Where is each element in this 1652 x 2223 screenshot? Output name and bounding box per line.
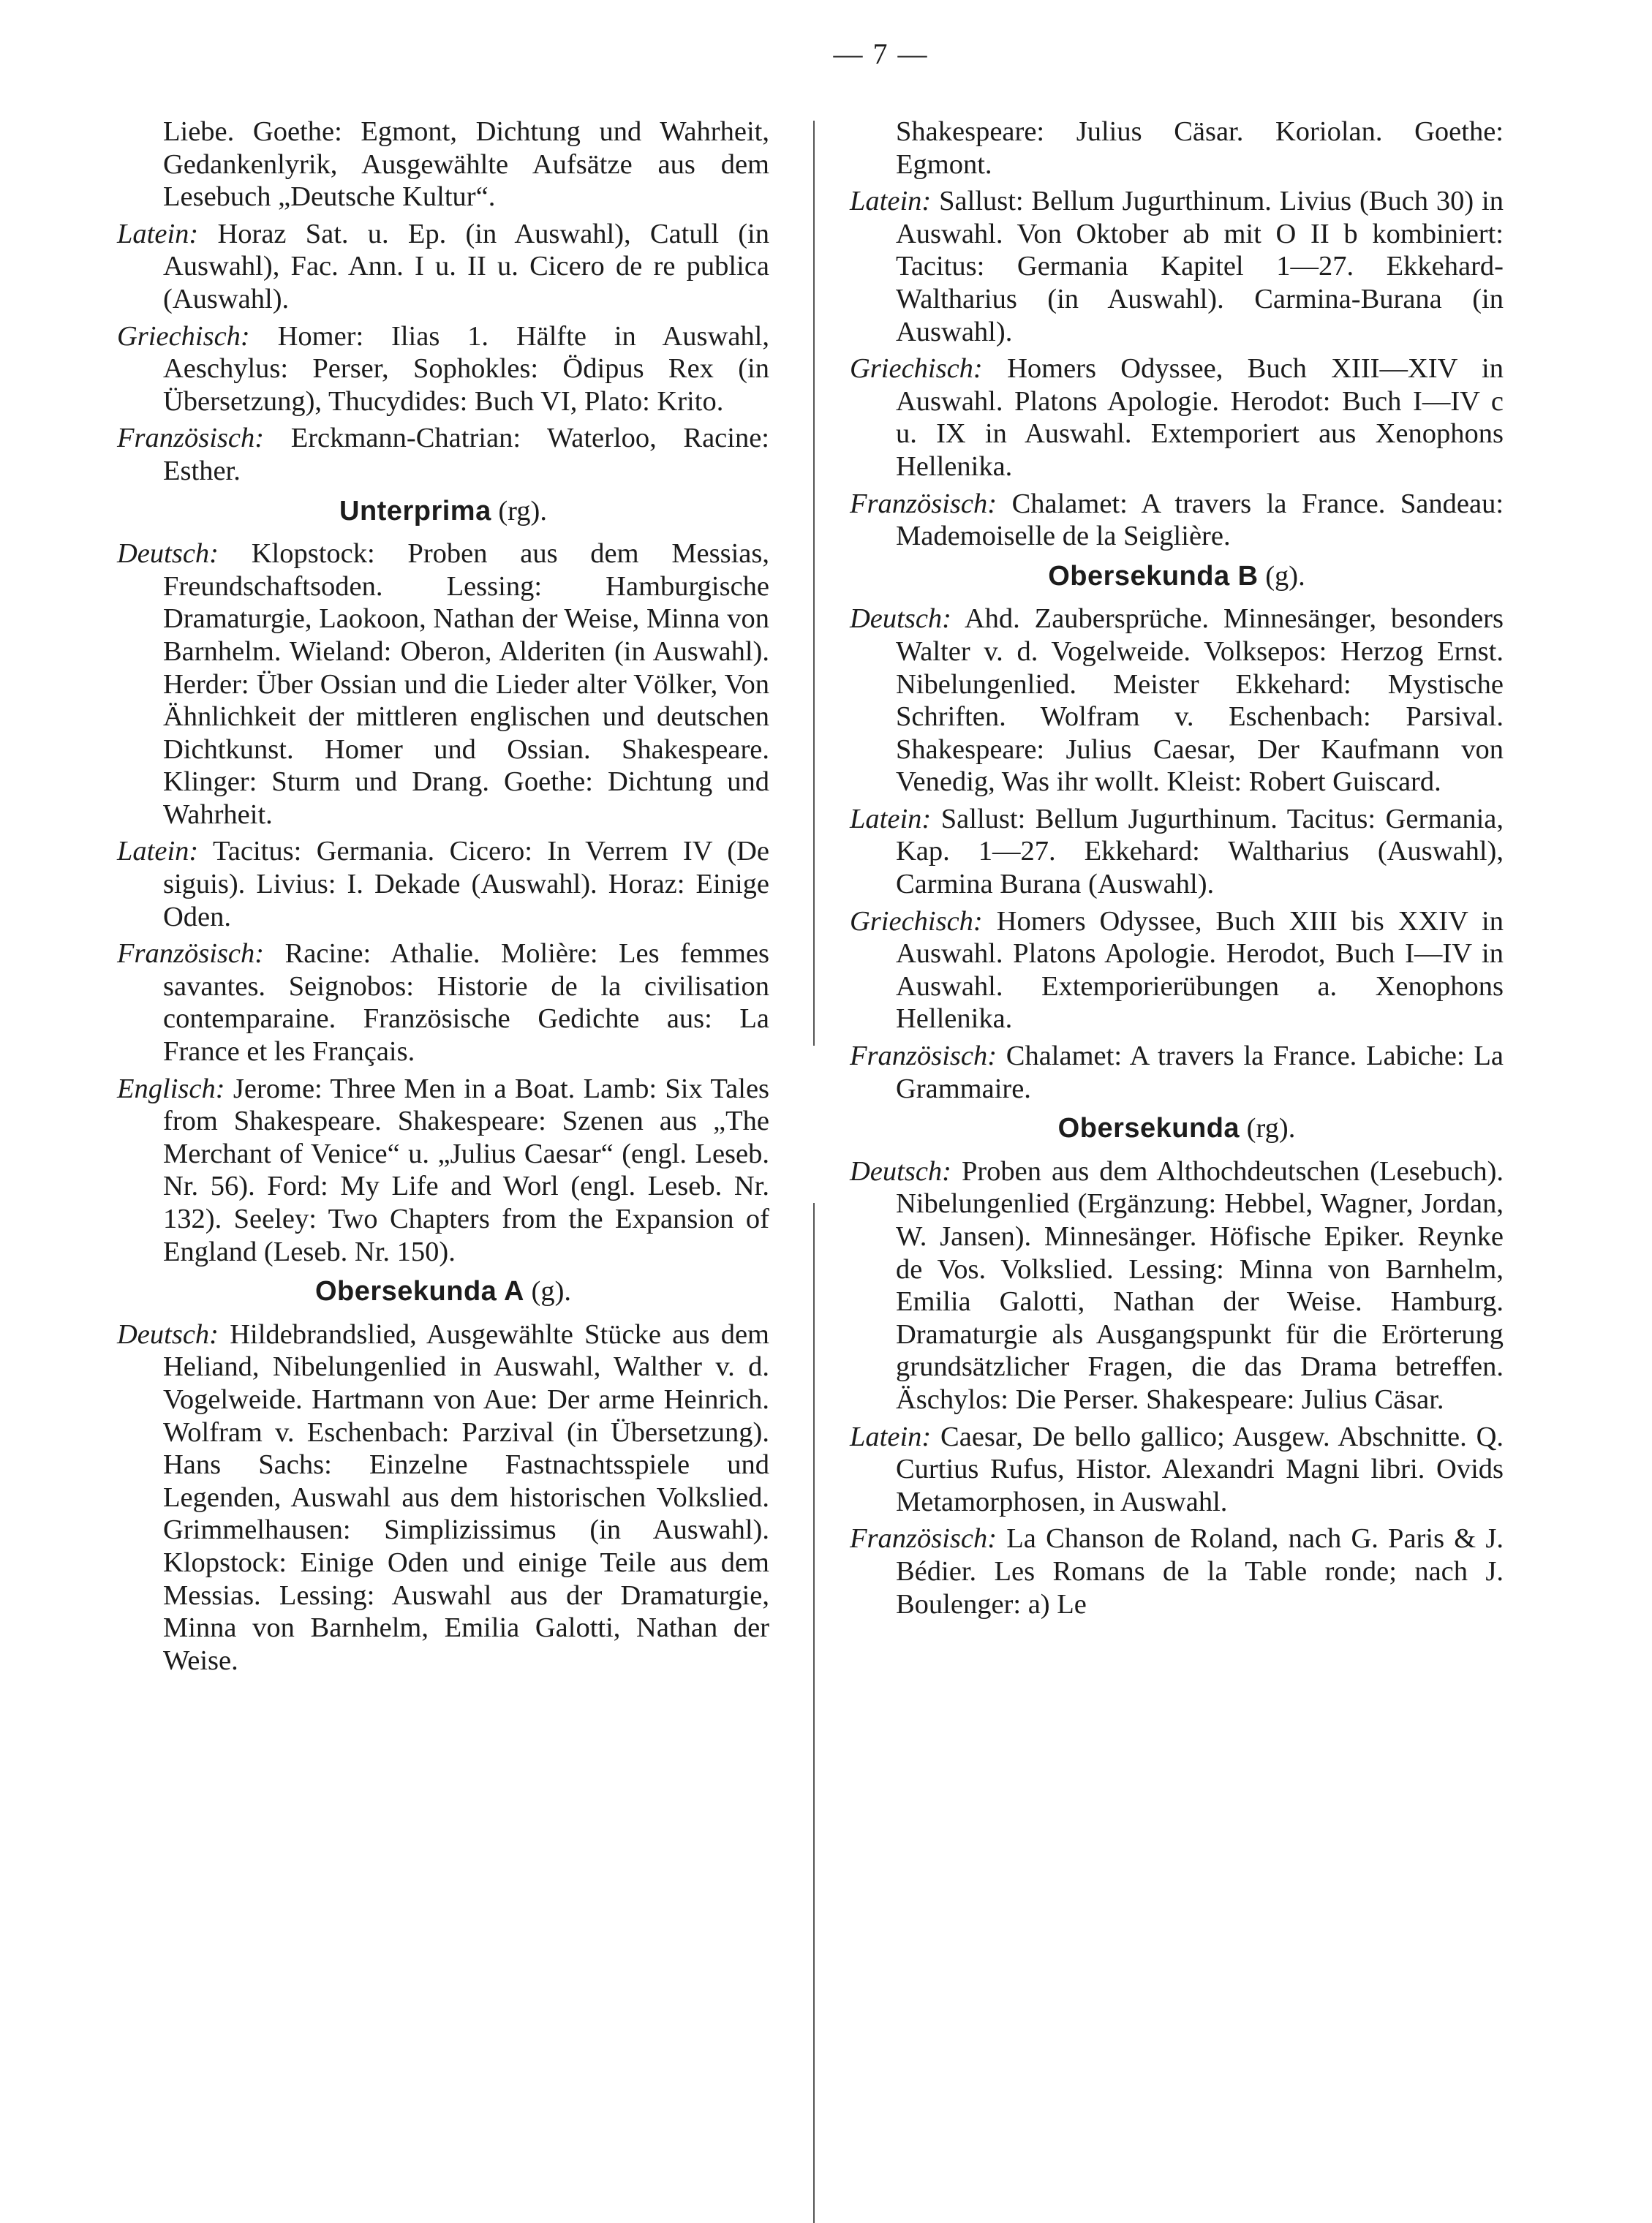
entry-text: Homers Odyssee, Buch XIII—XIV in Auswahl. Platons Apologie. Herodot: Buch I—IV c u. IX in Auswahl. Extemporiert aus Xenophons Hellenika. xyxy=(896,353,1504,482)
entry-text: Horaz Sat. u. Ep. (in Auswahl), Catull (in Auswahl), Fac. Ann. I u. II u. Cicero de re publica (Auswahl). xyxy=(163,218,770,314)
entry-franzoesisch xyxy=(850,488,1504,553)
section-title: Obersekunda xyxy=(1057,1113,1240,1144)
entry-text: Homers Odyssee, Buch XIII bis XXIV in Auswahl. Platons Apologie. Herodot, Buch I—IV in Auswahl. Extemporierübungen a. Xenophons Hellenika. xyxy=(896,905,1504,1035)
subject-label: Latein: xyxy=(117,836,199,867)
subject-label: Französisch: xyxy=(117,938,265,970)
entry-franzoesisch xyxy=(117,937,769,1068)
page-number: — 7 — xyxy=(833,37,929,70)
subject-label: Latein: xyxy=(850,803,932,834)
subject-label: Französisch: xyxy=(850,1041,997,1072)
section-heading-obersekunda xyxy=(850,1112,1504,1145)
subject-label: Latein: xyxy=(850,186,932,217)
section-title: Obersekunda B xyxy=(1048,560,1259,592)
entry-latein xyxy=(850,1421,1504,1519)
section-title: Obersekunda A xyxy=(314,1276,524,1307)
entry-text: Homer: Ilias 1. Hälfte in Auswahl, Aeschylus: Perser, Sophokles: Ödipus Rex (in Übersetzung), Thucydides: Buch VI, Plato: Krito. xyxy=(163,320,769,417)
entry-latein xyxy=(850,185,1504,348)
subject-label: Latein: xyxy=(117,218,199,249)
section-title: Unterprima xyxy=(339,495,491,526)
subject-label: Französisch: xyxy=(850,488,997,519)
entry-text: Klopstock: Proben aus dem Messias, Freundschaftsoden. Lessing: Hamburgische Dramaturgie, Laokoon, Nathan der Weise, Minna von Barnhelm. Wieland: Oberon, Alderiten (in Auswahl). Herder: Über Ossian und die Lieder alter Völker, Von Ähnlichkeit der mittleren englischen und deutschen Dichtkunst. Homer und Ossian. Shakespeare. Klinger: Sturm und Drang. Goethe: Dichtung und Wahrheit. xyxy=(163,538,770,830)
section-note: (g). xyxy=(531,1276,572,1307)
section-note: (rg). xyxy=(498,495,547,526)
subject-label: Deutsch: xyxy=(117,1318,219,1350)
entry-continuation: Liebe. Goethe: Egmont, Dichtung und Wahrheit, Gedankenlyrik, Ausgewählte Aufsätze aus dem Lesebuch „Deutsche Kultur“. xyxy=(163,116,769,213)
entry-text: Proben aus dem Althochdeutschen (Lesebuch). Nibelungenlied (Ergänzung: Hebbel, Wagner, Jordan, W. Jansen). Minnesänger. Höfische Epiker. Reynke de Vos. Volkslied. Lessing: Minna von Barnhelm, Emilia Galotti, Nathan der Weise. Hamburg. Dramaturgie als Ausgangspunkt für die Erörterung grundsätzlicher Fragen, die das Drama betreffen. Äschylos: Die Perser. Shakespeare: Julius Cäsar. xyxy=(896,1155,1504,1415)
entry-text: Sallust: Bellum Jugurthinum. Livius (Buch 30) in Auswahl. Von Oktober ab mit O II b kombiniert: Tacitus: Germania Kapitel 1—27. Ekkehard-Waltharius (in Auswahl). Carmina-Burana (in Auswahl). xyxy=(896,186,1504,347)
entry-text: Chalamet: A travers la France. Sandeau: Mademoiselle de la Seiglière. xyxy=(896,488,1504,552)
entry-text: La Chanson de Roland, nach G. Paris & J. Bédier. Les Romans de la Table ronde; nach J. Boulenger: a) Le xyxy=(896,1523,1504,1620)
subject-label: Englisch: xyxy=(117,1073,225,1104)
section-note: (g). xyxy=(1265,560,1305,592)
entry-latein xyxy=(117,835,769,933)
entry-text: Jerome: Three Men in a Boat. Lamb: Six Tales from Shakespeare. Shakespeare: Szenen aus „The Merchant of Venice“ u. „Julius Caesar“ (engl. Leseb. Nr. 56). Ford: My Life and Worl (engl. Leseb. Nr. 132). Seeley: Two Chapters from the Expansion of England (Leseb. Nr. 150). xyxy=(163,1073,770,1267)
entry-text: Hildebrandslied, Ausgewählte Stücke aus dem Heliand, Nibelungenlied in Auswahl, Walther v. d. Vogelweide. Hartmann von Aue: Der arme Heinrich. Wolfram v. Eschenbach: Parzival (in Übersetzung). Hans Sachs: Einzelne Fastnachtsspiele und Legenden, Auswahl aus dem historischen Volkslied. Grimmelhausen: Simplizissimus (in Auswahl). Klopstock: Einige Oden und einige Teile aus dem Messias. Lessing: Auswahl aus der Dramaturgie, Minna von Barnhelm, Emilia Galotti, Nathan der Weise. xyxy=(163,1318,770,1676)
subject-label: Französisch: xyxy=(117,423,265,454)
column-divider-upper xyxy=(813,121,815,1046)
entry-englisch xyxy=(117,1073,769,1269)
entry-griechisch xyxy=(850,905,1504,1035)
subject-label: Deutsch: xyxy=(850,603,951,635)
column-divider-lower xyxy=(813,1203,815,2223)
entry-continuation: Shakespeare: Julius Cäsar. Koriolan. Goethe: Egmont. xyxy=(896,116,1504,180)
subject-label: Deutsch: xyxy=(850,1155,951,1187)
entry-franzoesisch xyxy=(850,1522,1504,1620)
entry-deutsch xyxy=(850,1155,1504,1416)
entry-latein xyxy=(850,803,1504,901)
entry-deutsch xyxy=(117,1318,769,1677)
subject-label: Latein: xyxy=(850,1421,932,1452)
entry-text: Caesar, De bello gallico; Ausgew. Abschnitte. Q. Curtius Rufus, Histor. Alexandri Magni libri. Ovids Metamorphosen, in Auswahl. xyxy=(896,1421,1504,1517)
entry-griechisch xyxy=(117,320,769,418)
entry-griechisch xyxy=(850,352,1504,483)
entry-text: Tacitus: Germania. Cicero: In Verrem IV (De siguis). Livius: I. Dekade (Auswahl). Horaz: Einige Oden. xyxy=(163,836,769,932)
section-note: (rg). xyxy=(1246,1113,1296,1144)
right-column xyxy=(850,116,1504,1625)
subject-label: Griechisch: xyxy=(117,320,250,352)
subject-label: Griechisch: xyxy=(850,905,983,937)
entry-text: Sallust: Bellum Jugurthinum. Tacitus: Germania, Kap. 1—27. Ekkehard: Waltharius (Auswahl), Carmina Burana (Auswahl). xyxy=(896,803,1504,900)
section-heading-obersekunda-b xyxy=(850,560,1504,593)
subject-label: Griechisch: xyxy=(850,353,983,385)
section-heading-obersekunda-a xyxy=(117,1275,769,1308)
entry-franzoesisch xyxy=(117,422,769,487)
subject-label: Deutsch: xyxy=(117,538,219,570)
entry-deutsch xyxy=(850,603,1504,799)
entry-deutsch xyxy=(117,537,769,831)
entry-text: Ahd. Zaubersprüche. Minnesänger, besonders Walter v. d. Vogelweide. Volksepos: Herzog Ernst. Nibelungenlied. Meister Ekkehard: Mystische Schriften. Wolfram v. Eschenbach: Parsival. Shakespeare: Julius Caesar, Der Kaufmann von Venedig, Was ihr wollt. Kleist: Robert Guiscard. xyxy=(896,603,1504,798)
entry-text: Erckmann-Chatrian: Waterloo, Racine: Esther. xyxy=(163,423,769,486)
entry-latein xyxy=(117,218,769,316)
entry-text: Chalamet: A travers la France. Labiche: La Grammaire. xyxy=(896,1041,1504,1104)
subject-label: Französisch: xyxy=(850,1523,997,1555)
entry-text: Racine: Athalie. Molière: Les femmes savantes. Seignobos: Historie de la civilisation contemparaine. Französische Gedichte aus: La France et les Français. xyxy=(163,938,769,1068)
section-heading-unterprima xyxy=(117,495,769,528)
entry-franzoesisch xyxy=(850,1040,1504,1105)
left-column xyxy=(117,116,769,1681)
